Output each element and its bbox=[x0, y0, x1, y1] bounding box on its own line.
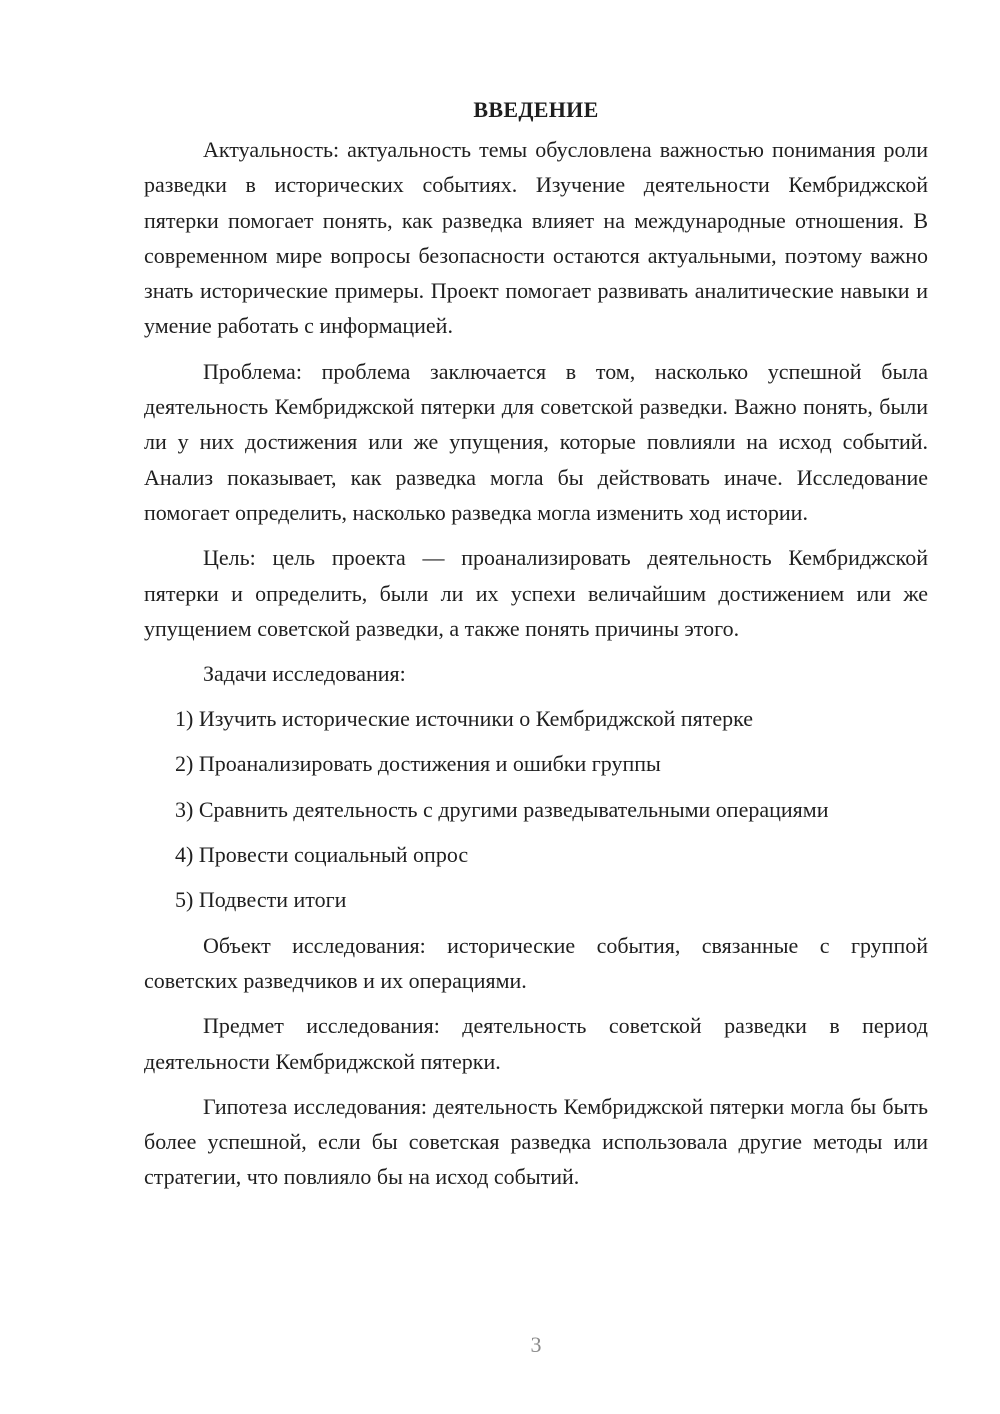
list-item: 1) Изучить исторические источники о Кембриджской пятерке bbox=[175, 706, 754, 732]
subject-paragraph: Предмет исследования: деятельность советской разведки в период деятельности Кембриджской пятерки. bbox=[144, 1013, 928, 1074]
document-page bbox=[144, 92, 928, 1205]
list-item: 5) Подвести итоги bbox=[175, 887, 347, 913]
object-paragraph: Объект исследования: исторические события, связанные с группой советских разведчиков и их операциями. bbox=[144, 932, 928, 993]
relevance-paragraph: Актуальность: актуальность темы обусловлена важностью понимания роли разведки в исторических событиях. Изучение деятельности Кембриджской пятерки помогает понять, как разведка влияет на международные отношения. В современном мире вопросы безопасности остаются актуальными, поэтому важно знать исторические примеры. Проект помогает развивать аналитические навыки и умение работать с информацией. bbox=[144, 137, 928, 339]
section-title: ВВЕДЕНИЕ bbox=[473, 97, 599, 122]
list-item: 2) Проанализировать достижения и ошибки группы bbox=[175, 751, 661, 777]
hypothesis-paragraph: Гипотеза исследования: деятельность Кембриджской пятерки могла бы быть более успешной, если бы советская разведка использовала другие методы или стратегии, что повлияло бы на исход событий. bbox=[144, 1093, 928, 1190]
tasks-heading: Задачи исследования: bbox=[203, 661, 406, 687]
problem-paragraph: Проблема: проблема заключается в том, насколько успешной была деятельность Кембриджской пятерки для советской разведки. Важно понять, были ли у них достижения или же упущения, которые повлияли на исход событий. Анализ показывает, как разведка могла бы действовать иначе. Исследование помогает определить, насколько разведка могла изменить ход истории. bbox=[144, 358, 928, 525]
tasks-list bbox=[144, 701, 928, 917]
list-item: 4) Провести социальный опрос bbox=[175, 842, 469, 868]
page-number: 3 bbox=[530, 1332, 542, 1357]
list-item: 3) Сравнить деятельность с другими разведывательными операциями bbox=[175, 796, 829, 822]
goal-paragraph: Цель: цель проекта — проанализировать деятельность Кембриджской пятерки и определить, были ли их успехи величайшим достижением или же упущением советской разведки, а также понять причины этого. bbox=[144, 545, 928, 641]
